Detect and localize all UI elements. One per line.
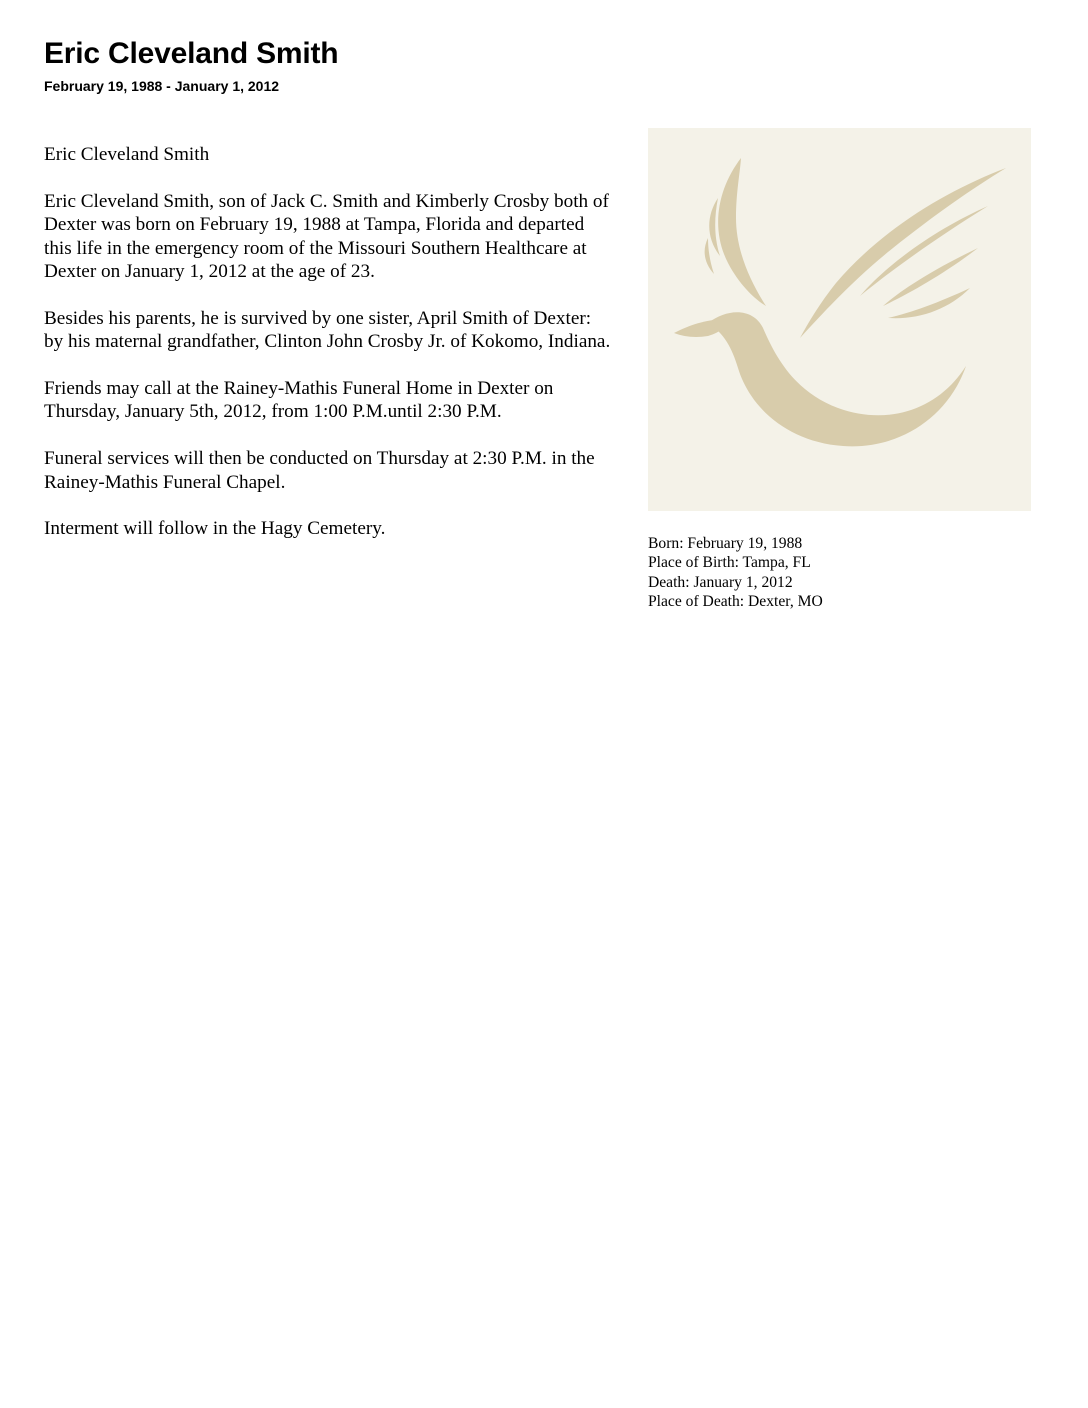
memorial-image xyxy=(648,128,1031,511)
vital-facts xyxy=(648,534,1031,612)
fact-born: Born: February 19, 1988 xyxy=(648,535,803,552)
obituary-paragraph-title: Eric Cleveland Smith xyxy=(44,144,210,165)
dove-icon xyxy=(648,128,1031,511)
page-title: Eric Cleveland Smith xyxy=(44,37,339,70)
obituary-body xyxy=(44,143,614,564)
fact-place-of-birth: Place of Birth: Tampa, FL xyxy=(648,554,811,572)
obituary-paragraph-interment: Interment will follow in the Hagy Cemetery. xyxy=(44,518,386,540)
obituary-header xyxy=(44,34,644,96)
obituary-paragraph-visitation: Friends may call at the Rainey-Mathis Funeral Home in Dexter on Thursday, January 5th, 2012, from 1:00 P.M.until 2:30 P.M. xyxy=(44,378,554,423)
fact-place-of-death: Place of Death: Dexter, MO xyxy=(648,593,823,611)
life-dates: February 19, 1988 - January 1, 2012 xyxy=(44,78,280,94)
fact-death: Death: January 1, 2012 xyxy=(648,573,793,591)
obituary-paragraph-birth: Eric Cleveland Smith, son of Jack C. Smith and Kimberly Crosby both of Dexter was born on February 19, 1988 at Tampa, Florida and departed this life in the emergency room of the Missouri Southern Healthcare at Dexter on January 1, 2012 at the age of 23. xyxy=(44,190,609,283)
obituary-paragraph-services: Funeral services will then be conducted on Thursday at 2:30 P.M. in the Rainey-Mathis Funeral Chapel. xyxy=(44,448,595,493)
obituary-paragraph-survivors: Besides his parents, he is survived by one sister, April Smith of Dexter: by his maternal grandfather, Clinton John Crosby Jr. of Kokomo, Indiana. xyxy=(44,307,611,353)
